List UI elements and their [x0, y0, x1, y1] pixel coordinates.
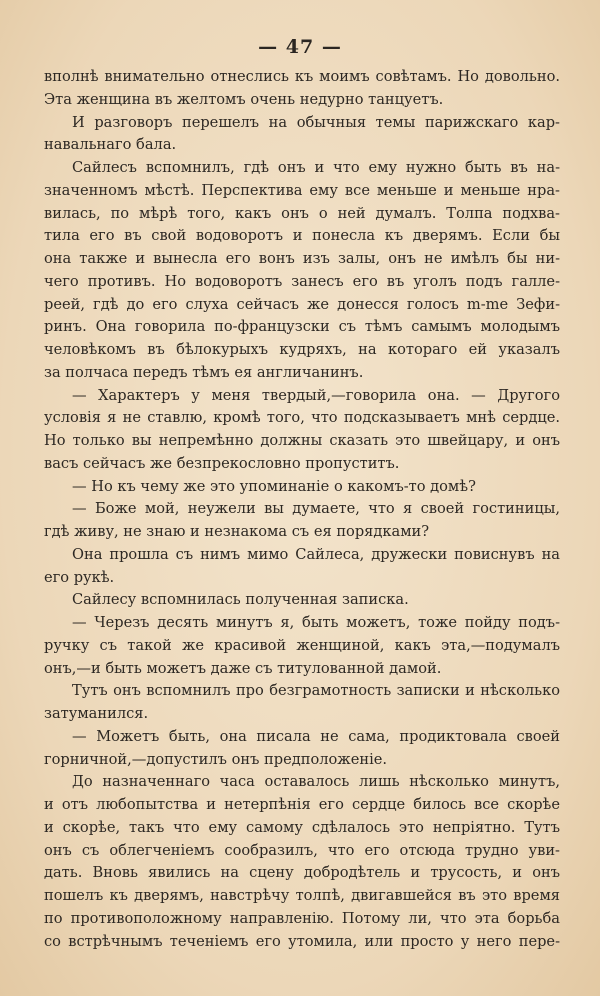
text-line: его рукѣ. [44, 568, 115, 586]
text-line: ринъ. Она говорила по-французски съ тѣмъ самымъ молодымъ [44, 318, 560, 336]
text-line: за полчаса передъ тѣмъ ея англичанинъ. [44, 363, 364, 381]
text-line: чего противъ. Но водоворотъ занесъ его въ уголъ подъ галле- [44, 272, 560, 290]
text-line: онъ съ облегченіемъ сообразилъ, что его отсюда трудно уви- [44, 841, 560, 859]
text-line: До назначеннаго часа оставалось лишь нѣсколько минутъ, [72, 773, 560, 791]
text-line: Но только вы непремѣнно должны сказать это швейцару, и онъ [44, 432, 560, 449]
text-line: и скорѣе, такъ что ему самому сдѣлалось это непріятно. Тутъ [44, 818, 560, 836]
text-line: со встрѣчнымъ теченіемъ его утомила, или просто у него пере- [44, 932, 560, 950]
text-body [44, 66, 560, 953]
text-line: ручку съ такой же красивой женщиной, какъ эта,—подумалъ [44, 636, 560, 654]
text-line: по противоположному направленію. Потому ли, что эта борьба [44, 909, 560, 927]
text-line: условія я не ставлю, кромѣ того, что подсказываетъ мнѣ сердце. [44, 409, 560, 427]
text-line: и отъ любопытства и нетерпѣнія его сердце билось все скорѣе [44, 796, 560, 813]
text-line: васъ сейчасъ же безпрекословно пропуститъ. [44, 454, 400, 472]
text-line: И разговоръ перешелъ на обычныя темы парижскаго кар- [72, 113, 560, 131]
text-line: онъ,—и быть можетъ даже съ титулованной дамой. [44, 659, 442, 677]
text-line: вполнѣ внимательно отнеслись къ моимъ совѣтамъ. Но довольно. [44, 68, 560, 85]
text-line: — Черезъ десять минутъ я, быть можетъ, тоже пойду подъ- [72, 614, 560, 631]
text-line: горничной,—допустилъ онъ предположеніе. [44, 750, 388, 768]
text-line: значенномъ мѣстѣ. Перспектива ему все меньше и меньше нра- [44, 181, 560, 199]
text-line: человѣкомъ въ бѣлокурыхъ кудряхъ, на котораго ей указалъ [44, 341, 560, 358]
text-line: пошелъ къ дверямъ, навстрѣчу толпѣ, двигавшейся въ это время [44, 887, 560, 904]
text-line: реей, гдѣ до его слуха сейчасъ же донесся голосъ m-me Зефи- [44, 295, 560, 313]
text-line: — Характеръ у меня твердый,—говорила она. — Другого [72, 386, 560, 404]
text-line: — Но къ чему же это упоминаніе о какомъ-то домѣ? [72, 477, 476, 495]
text-line: Эта женщина въ желтомъ очень недурно танцуетъ. [44, 90, 444, 108]
text-line: — Боже мой, неужели вы думаете, что я своей гостиницы, [72, 500, 560, 518]
text-line: навальнаго бала. [44, 136, 177, 154]
text-line: Сайлесу вспомнилась полученная записка. [72, 591, 409, 609]
text-line: — Можетъ быть, она писала не сама, продиктовала своей [72, 727, 560, 745]
text-line: затуманился. [44, 705, 149, 722]
text-line: вилась, по мѣрѣ того, какъ онъ о ней думалъ. Толпа подхва- [44, 204, 560, 222]
text-line: гдѣ живу, не знаю и незнакома съ ея порядками? [44, 523, 430, 540]
text-line: она также и вынесла его вонъ изъ залы, онъ не имѣлъ бы ни- [44, 250, 560, 267]
text-line: Сайлесъ вспомнилъ, гдѣ онъ и что ему нужно быть въ на- [72, 159, 560, 176]
text-line: дать. Вновь явились на сцену добродѣтель и трусость, и онъ [44, 864, 560, 882]
text-line: Тутъ онъ вспомнилъ про безграмотность записки и нѣсколько [72, 682, 560, 700]
text-line: тила его въ свой водоворотъ и понесла къ дверямъ. Если бы [44, 227, 560, 245]
text-line: Она прошла съ нимъ мимо Сайлеса, дружески повиснувъ на [72, 545, 560, 563]
page-number: — 47 — [258, 36, 342, 58]
